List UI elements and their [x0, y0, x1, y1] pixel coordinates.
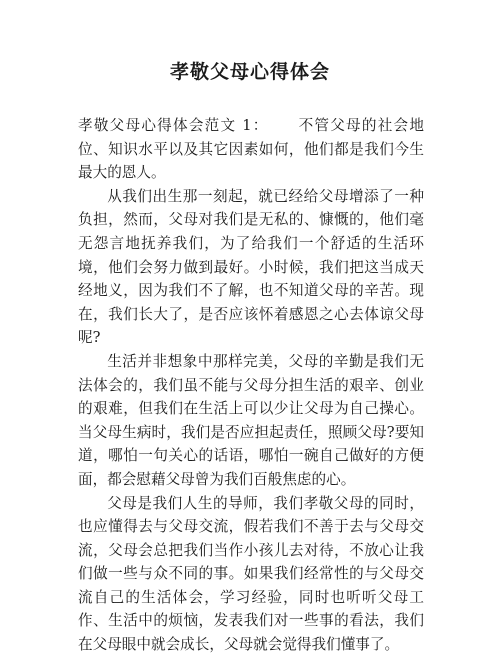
paragraph-1: 从我们出生那一刻起，就已经给父母增添了一种负担，然而，父母对我们是无私的、慷慨的，他们毫无怨言地抚养我们，为了给我们一个舒适的生活环境，他们会努力做到最好。小时候，我们把这当成天经地义，因为我们不了解，也不知道父母的辛苦。现在，我们长大了，是否应该怀着感恩之心去体谅父母呢? [78, 187, 424, 347]
intro-label: 孝敬父母心得体会范文 1： [78, 117, 269, 134]
intro-paragraph [78, 114, 424, 185]
document-body [78, 114, 424, 657]
paragraph-3: 父母是我们人生的导师，我们孝敬父母的同时，也应懂得去与父母交流，假若我们不善于去与父母交流，父母会总把我们当作小孩儿去对待，不放心让我们做一些与众不同的事。如果我们经常性的与父母交流自己的生活体会，学习经验，同时也听听父母工作、生活中的烦恼，发表我们对一些事的看法，我们在父母眼中就会成长，父母就会觉得我们懂事了。 [78, 494, 424, 654]
paragraph-2: 生活并非想象中那样完美，父母的辛勤是我们无法体会的，我们虽不能与父母分担生活的艰辛、创业的艰难，但我们在生活上可以少让父母为自己操心。当父母生病时，我们是否应担起责任，照顾父母?要知道，哪怕一句关心的话语，哪怕一碗自己做好的方便面，都会慰藉父母曾为我们百般焦虑的心。 [78, 352, 424, 488]
intro-text: 不管父母的社会地位、知识水平以及其它因素如何，他们都是我们今生最大的恩人。 [78, 117, 424, 182]
document-title: 孝敬父母心得体会 [169, 61, 330, 83]
